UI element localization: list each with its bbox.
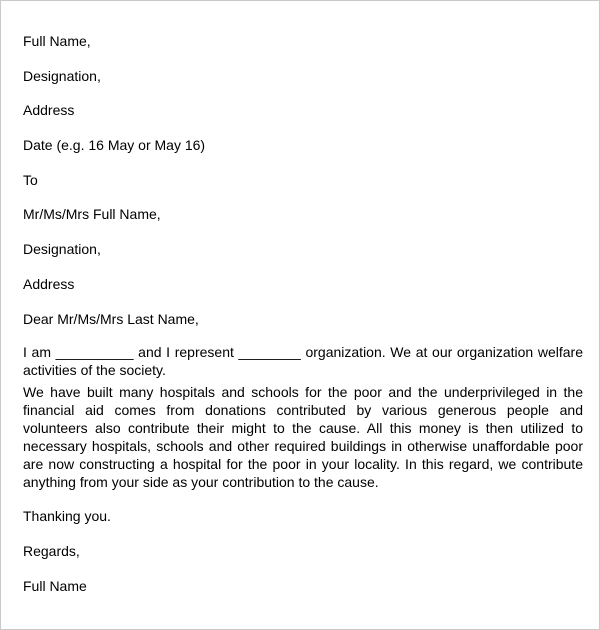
recipient-to: To <box>23 171 38 188</box>
closing-thanks: Thanking you. <box>23 507 111 524</box>
letter-date: Date (e.g. 16 May or May 16) <box>23 137 206 154</box>
signature-name: Full Name <box>23 577 87 594</box>
recipient-address: Address <box>23 275 75 292</box>
sender-designation: Designation, <box>23 67 101 84</box>
body-paragraph-2: We have built many hospitals and schools for the poor and the underprivileged in the financial aid comes from donations contributed by various generous people and volunteers also contribute their might to the cause. All this money is then utilized to necessary hospitals, schools and other required buildings in otherwise unaffordable poor are now constructing a hospital for the poor in your locality. In this regard, we contribute anything from your side as your contribution to the cause. <box>23 383 583 490</box>
recipient-designation: Designation, <box>23 241 101 258</box>
salutation: Dear Mr/Ms/Mrs Last Name, <box>23 310 199 327</box>
closing-regards: Regards, <box>23 542 80 559</box>
recipient-name: Mr/Ms/Mrs Full Name, <box>23 206 161 223</box>
sender-address: Address <box>23 102 75 119</box>
sender-name: Full Name, <box>23 33 91 49</box>
body-paragraph-1: I am __________ and I represent ________ organization. We at our organization welfare activities of the society. <box>23 343 583 378</box>
letter-body <box>23 32 583 595</box>
